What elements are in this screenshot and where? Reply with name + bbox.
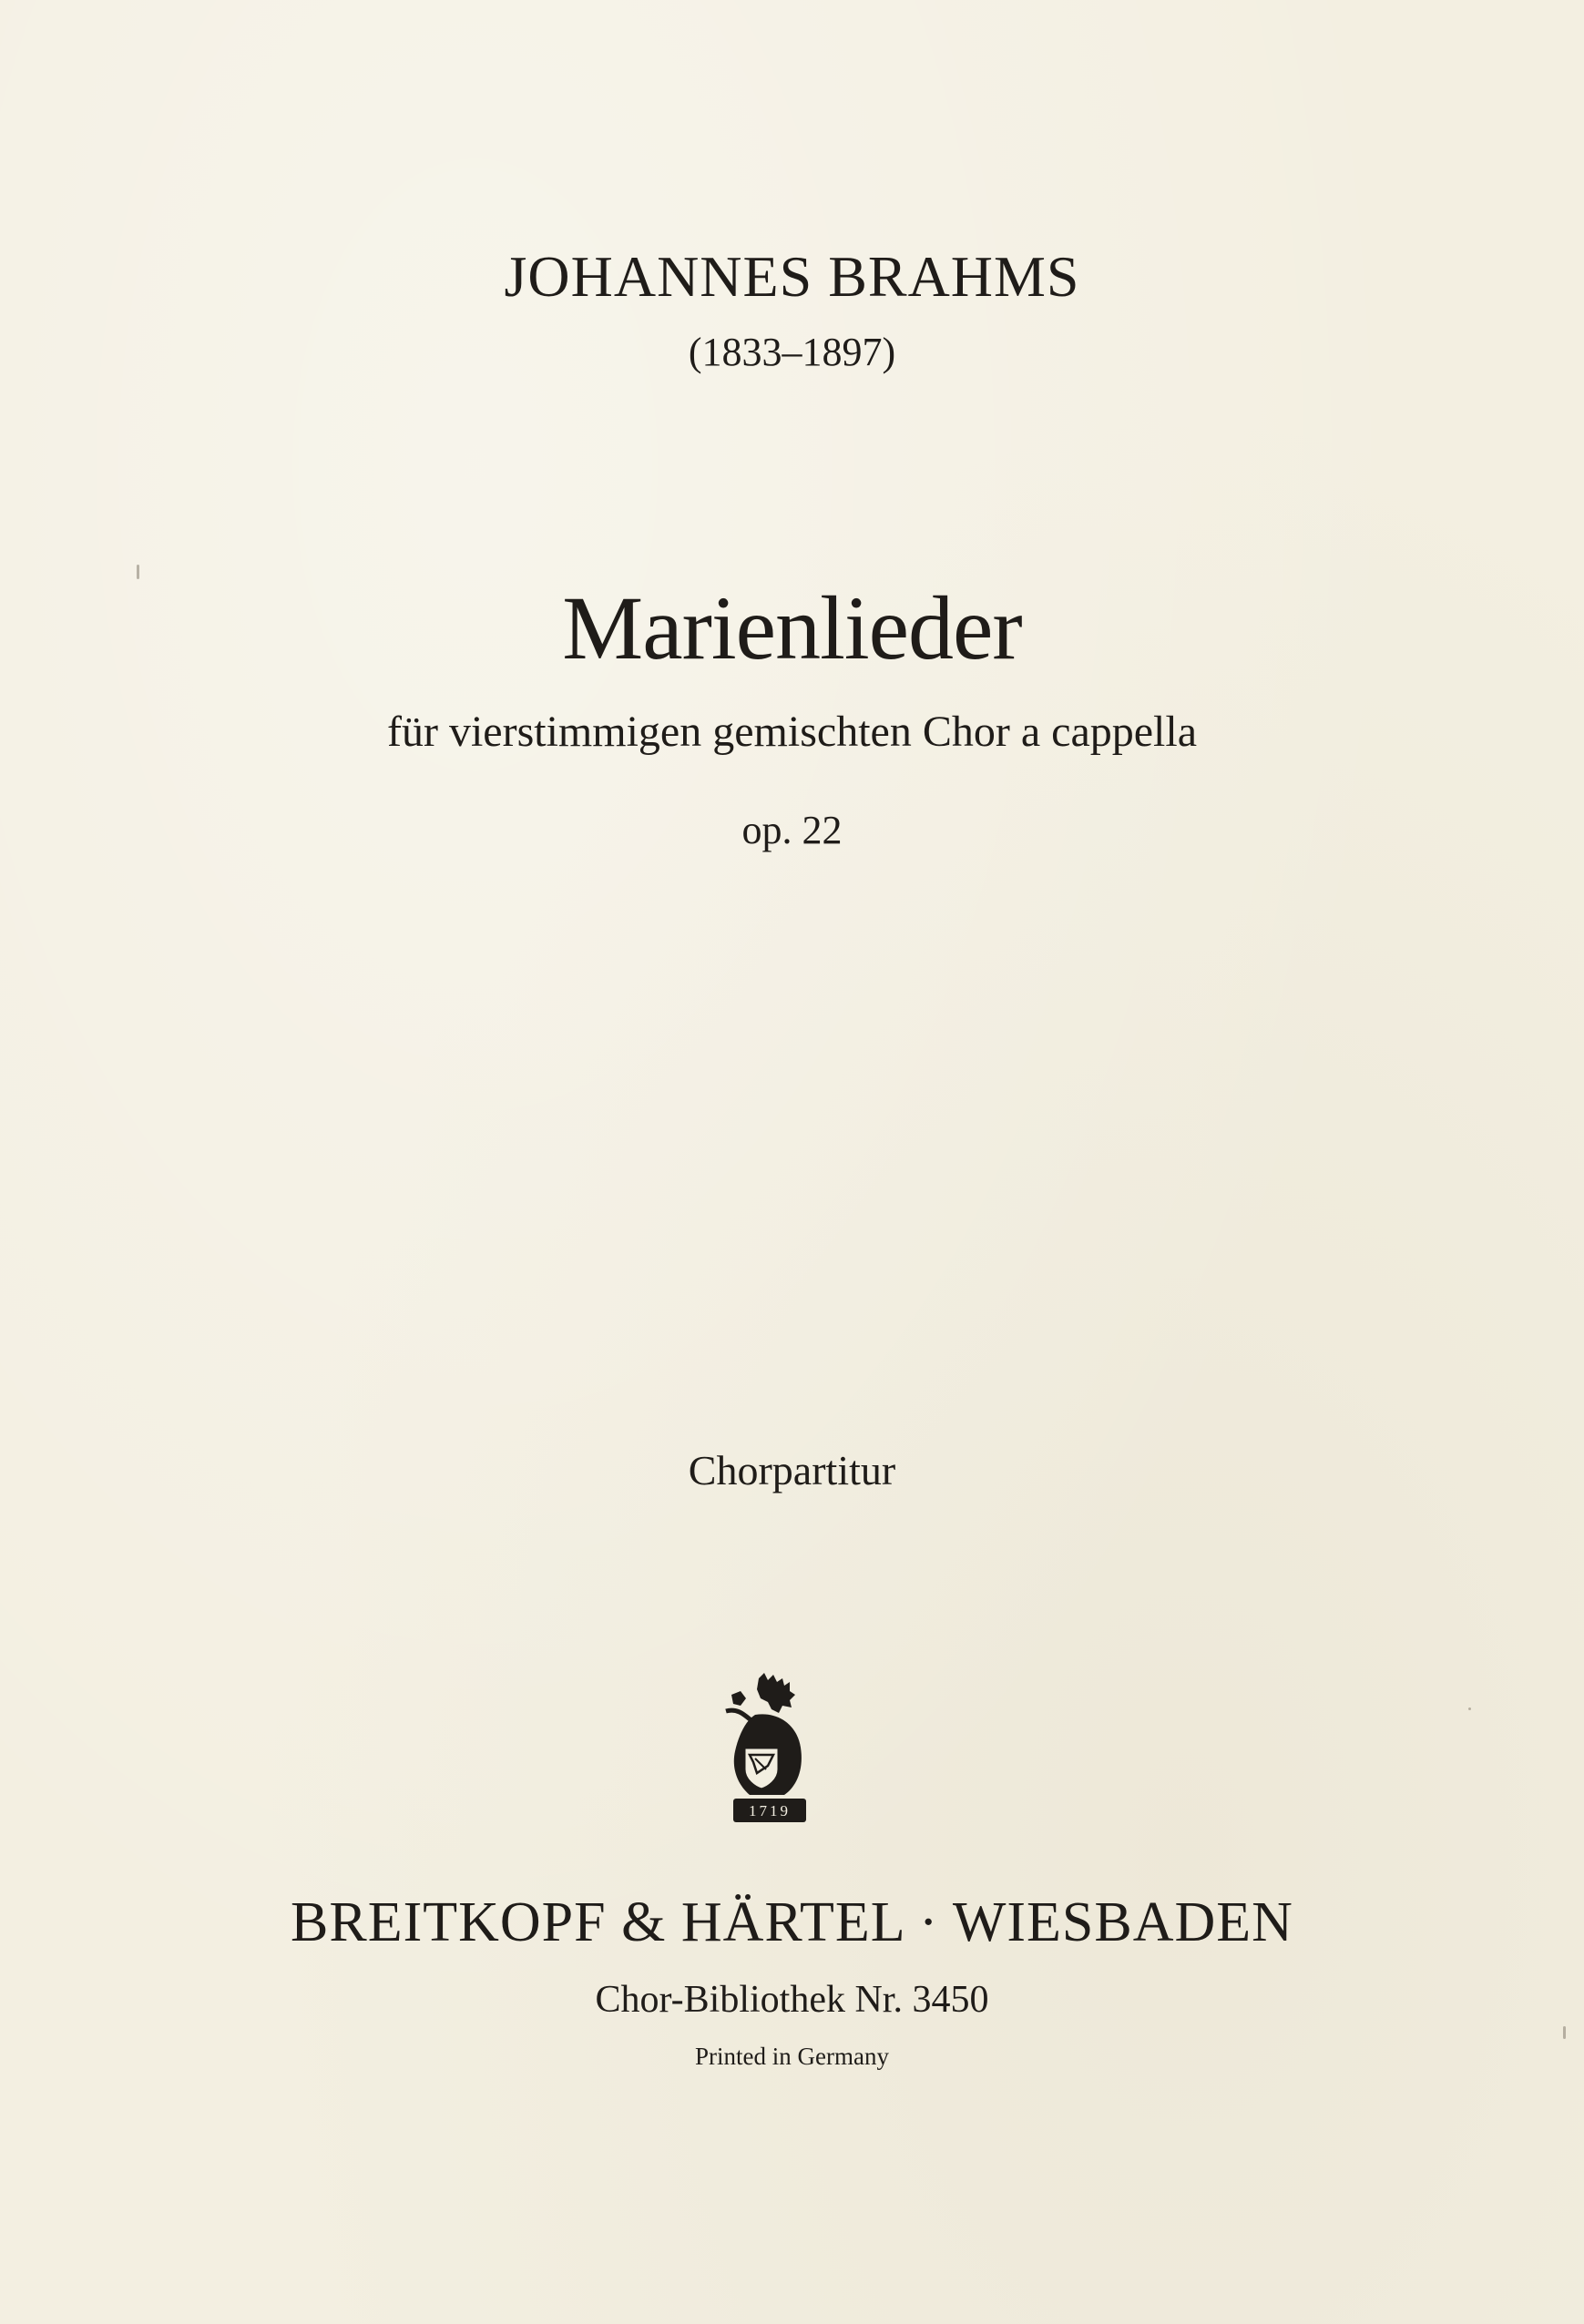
printed-note: Printed in Germany <box>695 2043 889 2070</box>
work-title: Marienlieder <box>562 577 1022 678</box>
work-subtitle: für vierstimmigen gemischten Chor a cappella <box>386 708 1198 756</box>
catalog-number: Chor-Bibliothek Nr. 3450 <box>595 1979 989 2021</box>
opus-number: op. 22 <box>741 808 843 852</box>
paper-speck <box>1563 2026 1566 2039</box>
publisher-name: BREITKOPF & HÄRTEL · WIESBADEN <box>291 1891 1293 1953</box>
composer-dates: (1833–1897) <box>688 330 896 374</box>
composer-name: JOHANNES BRAHMS <box>504 244 1080 309</box>
paper-speck <box>1468 1707 1471 1710</box>
score-type: Chorpartitur <box>688 1447 896 1493</box>
emblem-year: 1719 <box>749 1802 791 1819</box>
publisher-bear-emblem-icon <box>713 1671 823 1830</box>
paper-speck <box>137 565 139 579</box>
